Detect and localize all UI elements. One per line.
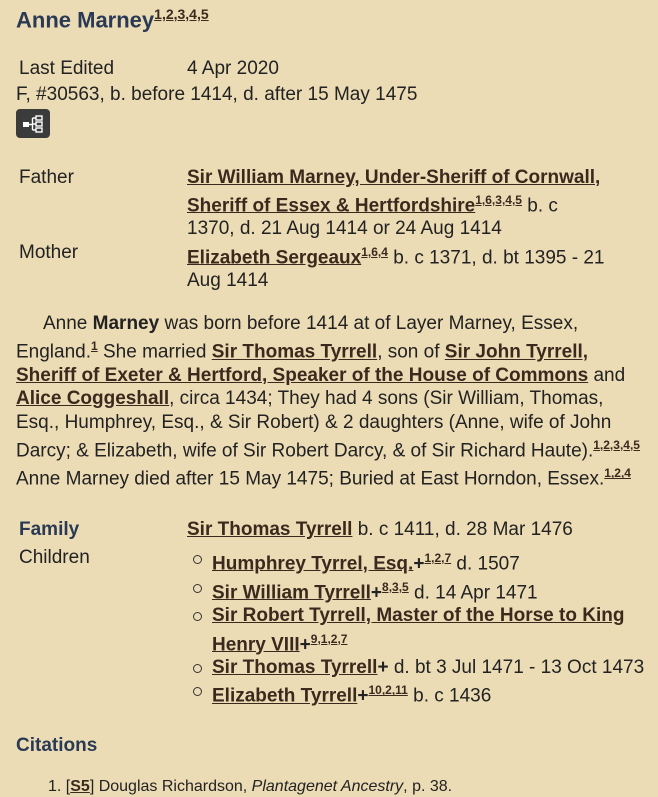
person-name: Anne Marney (16, 7, 155, 33)
family-tree-icon (22, 114, 44, 134)
child-link[interactable]: Sir William Tyrrell (212, 581, 371, 603)
list-item: Sir Robert Tyrrell, Master of the Horse to King Henry VIII+$^{9,1,2,7}$ (190, 604, 650, 656)
list-item: Humphrey Tyrrel, Esq.+$^{1,2,7}$ d. 1507 (190, 547, 650, 576)
mother-dates: b. c 1371, d. bt 1395 - 21 (387, 247, 605, 269)
mother-in-law-link[interactable]: Alice Coggeshall (16, 388, 170, 410)
bio-citation-3[interactable]: 1,2,4 (604, 466, 631, 481)
children-list (190, 547, 650, 708)
spouse-link[interactable]: Sir Thomas Tyrrell (211, 341, 378, 363)
bio-citation-1[interactable]: 1 (91, 339, 98, 354)
father-dates-cont: 1370, d. 21 Aug 1414 or 24 Aug 1414 (187, 218, 502, 240)
child-citations[interactable]: 1,2,7 (424, 551, 452, 565)
page-title (16, 6, 209, 33)
father-label: Father (19, 167, 74, 188)
family-spouse (187, 519, 573, 541)
child-citations[interactable]: 10,2,11 (368, 683, 408, 698)
citation-item: 1. [S5] Douglas Richardson, Plantagenet Ancestry, p. 38. (48, 778, 453, 795)
children-label: Children (19, 547, 90, 568)
mother-label: Mother (19, 242, 79, 263)
mother-value (187, 241, 647, 292)
bio-citation-2[interactable]: 1,2,3,4,5 (593, 437, 640, 452)
child-link[interactable]: Sir Thomas Tyrrell (212, 657, 378, 679)
family-label: Family (19, 519, 80, 540)
family-tree-button[interactable] (16, 109, 50, 138)
bio-surname: Marney (92, 313, 160, 334)
last-edited-label: Last Edited (19, 58, 115, 79)
father-link[interactable]: Sir William Marney, Under-Sheriff of Cornwall, Sheriff of Essex & Hertfordshire (187, 167, 601, 217)
list-item: Sir William Tyrrell+$^{8,3,5}$ d. 14 Apr 1471 (190, 576, 650, 605)
father-value (187, 166, 647, 240)
family-spouse-dates: b. c 1411, d. 28 Mar 1476 (352, 519, 573, 540)
father-citations[interactable]: 1,6,3,4,5 (475, 193, 522, 207)
mother-citations[interactable]: 1,6,4 (361, 245, 388, 259)
person-summary: F, #30563, b. before 1414, d. after 15 May 1475 (16, 84, 418, 105)
mother-link[interactable]: Elizabeth Sergeaux (187, 247, 362, 269)
child-citations[interactable]: 8,3,5 (382, 579, 409, 594)
mother-dates-cont: Aug 1414 (187, 270, 269, 292)
last-edited-value: 4 Apr 2020 (187, 58, 279, 79)
child-citations[interactable]: 9,1,2,7 (310, 631, 348, 646)
family-spouse-link[interactable]: Sir Thomas Tyrrell (187, 519, 353, 540)
father-in-law-link[interactable]: Sir John Tyrrell, Sheriff of Exeter & Hertford, Speaker of the House of Commons (16, 341, 589, 386)
list-item: Elizabeth Tyrrell+$^{10,2,11}$ b. c 1436 (190, 679, 650, 708)
biography-paragraph: Anne Marney was born before 1414 at of Layer Marney, Essex, England.$^1$ She married Sir Thomas Tyrrell, son of Sir John Tyrrell, Sheriff of Exeter & Hertford, Speaker of the House of Commons and Alice Coggeshall, circa 1434; They had 4 sons (Sir William, Thomas, Esq., Humphrey, Esq., & Sir Robert) & 2 daughters (Anne, wife of John Darcy; & Elizabeth, wife of Sir Robert Darcy, & of Sir Richard Haute).$^{1,2,3,4,5}$ Anne Marney died after 15 May 1475; Buried at East Horndon, Essex.$^{1,2,4}$ (16, 313, 640, 490)
citations-heading: Citations (16, 735, 98, 756)
child-link[interactable]: Elizabeth Tyrrell (212, 685, 358, 707)
source-link[interactable]: S5 (70, 778, 90, 795)
child-link[interactable]: Sir Robert Tyrrell, Master of the Horse to King Henry VIII (212, 605, 625, 655)
child-link[interactable]: Humphrey Tyrrel, Esq. (212, 553, 414, 575)
name-citations[interactable]: 1,2,3,4,5 (154, 6, 209, 22)
list-item: Sir Thomas Tyrrell+ d. bt 3 Jul 1471 - 13 Oct 1473 (190, 656, 650, 679)
father-dates: b. c (521, 195, 558, 217)
